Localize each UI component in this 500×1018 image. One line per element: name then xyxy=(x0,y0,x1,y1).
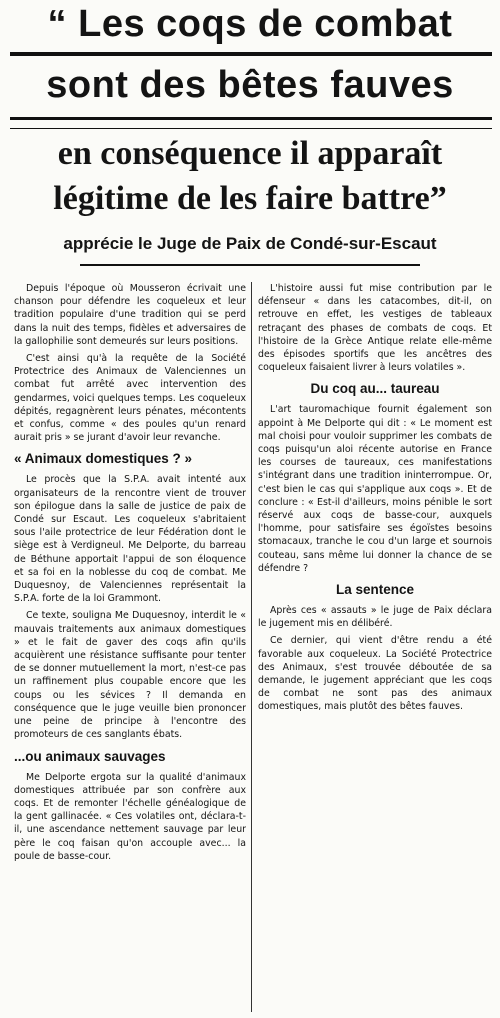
paragraph: Après ces « assauts » le juge de Paix déclara le jugement mis en délibéré. xyxy=(258,605,492,630)
section-heading: Du coq au... taureau xyxy=(310,381,440,397)
subheadline-line-2: légitime de les faire battre” xyxy=(53,180,447,217)
section-heading: ...ou animaux sauvages xyxy=(14,748,166,764)
paragraph: Ce texte, souligna Me Duquesnoy, interdit le « mauvais traitements aux animaux domestiques » et le fait de gaver des coqs afin qu'ils acquièrent une résistance suffisante pour tenter de se donner mutuellement la mort, n'est-ce pas un raffinement plus coupable encore que les coups ou les sévices ? Il demanda en conséquence que le juge veuille bien prononcer une peine de principe à l'encontre des promoteurs de ces sanglants ébats. xyxy=(14,610,246,741)
paragraph: Le procès que la S.P.A. avait intenté aux organisateurs de la rencontre vient de trouver son épilogue dans la salle de justice de paix de Condé sur Escaut. Les coqueleux s'abritaient sous l'aile protectrice de leur Fédération dont le siège est à Verdigneul. Me Delporte, du barreau de Béthune apportait l'appui de son éloquence et sa foi en la noblesse du coq de combat. Me Duquesnoy, de Valenciennes représentait la S.P.A. forte de la loi Grammont. xyxy=(14,474,246,605)
deck-rule xyxy=(80,264,420,266)
subheadline-line-1: en conséquence il apparaît xyxy=(57,135,443,172)
paragraph: Depuis l'époque où Mousseron écrivait une chanson pour défendre les coqueleux et leur tradition populaire d'une tradition qui se perd dans la nuit des temps, fidèles et adversaires de la gallophilie sont demeurés sur leurs positions. xyxy=(14,283,246,347)
section-heading: La sentence xyxy=(335,582,415,598)
right-column xyxy=(258,282,492,718)
deck: apprécie le Juge de Paix de Condé-sur-Escaut xyxy=(63,234,437,253)
paragraph: C'est ainsi qu'à la requête de la Société Protectrice des Animaux de Valenciennes un combat fut arrêté avec intervention des gendarmes, voici quelques temps. Les coqueleux dépités, regagnèrent leurs pénates, mécontents et confus, comme « des poules qu'un renard aurait pris » se jurant d'avoir leur revanche. xyxy=(14,353,246,444)
headline-line-2: sont des bêtes fauves xyxy=(46,64,454,106)
left-column xyxy=(14,282,246,867)
paragraph: Me Delporte ergota sur la qualité d'animaux domestiques attribuée par son confrère aux coqs. Et de remonter l'échelle généalogique de la gent gallinacée. « Ces volatiles ont, déclara-t-il, une ascendance nettement sauvage par leur père le coq faisan qu'on accouple avec... la poule de basse-cour. xyxy=(14,771,246,862)
column-divider xyxy=(251,282,252,1012)
headline-rule xyxy=(10,52,492,56)
headline-line-1: “ Les coqs de combat xyxy=(47,3,453,45)
paragraph: L'art tauromachique fournit également son appoint à Me Delporte qui dit : « Le moment est mal choisi pour vouloir supprimer les combats de coqs puisqu'un aloi récente autorise en France les courses de taureaux, ces manifestations s'intégrant dans une tradition ininterrompue. Or, c'est bien le cas qui s'applique aux coqs ». Et de conclure : « Est-il d'ailleurs, moins pénible le sort réservé aux coqs de basse-cour, auxquels l'homme, pour satisfaire ses égoïstes besoins stomacaux, tranche le cou d'un large et sournois couteau, sans même lui donner la chance de se défendre ? xyxy=(258,404,492,574)
section-heading: « Animaux domestiques ? » xyxy=(14,451,193,467)
paragraph: L'histoire aussi fut mise contribution par le défenseur « dans les catacombes, dit-il, on retrouve en effet, les vestiges de tableaux retraçant des phases de combats de coqs. Et l'histoire de la Grèce Antique relate elle-même des épisodes sportifs que les ancêtres des coqueleux faisaient livrer à leurs volatiles ». xyxy=(258,283,492,374)
paragraph: Ce dernier, qui vient d'être rendu a été favorable aux coqueleux. La Société Protectrice des Animaux, s'est trouvée déboutée de sa demande, le jugement appréciant que les coqs de combat ne sont pas des animaux domestiques, mais plutôt des bêtes fauves. xyxy=(258,635,492,713)
headline-bottom-rule xyxy=(10,117,492,120)
headline-thin-rule xyxy=(10,128,492,129)
